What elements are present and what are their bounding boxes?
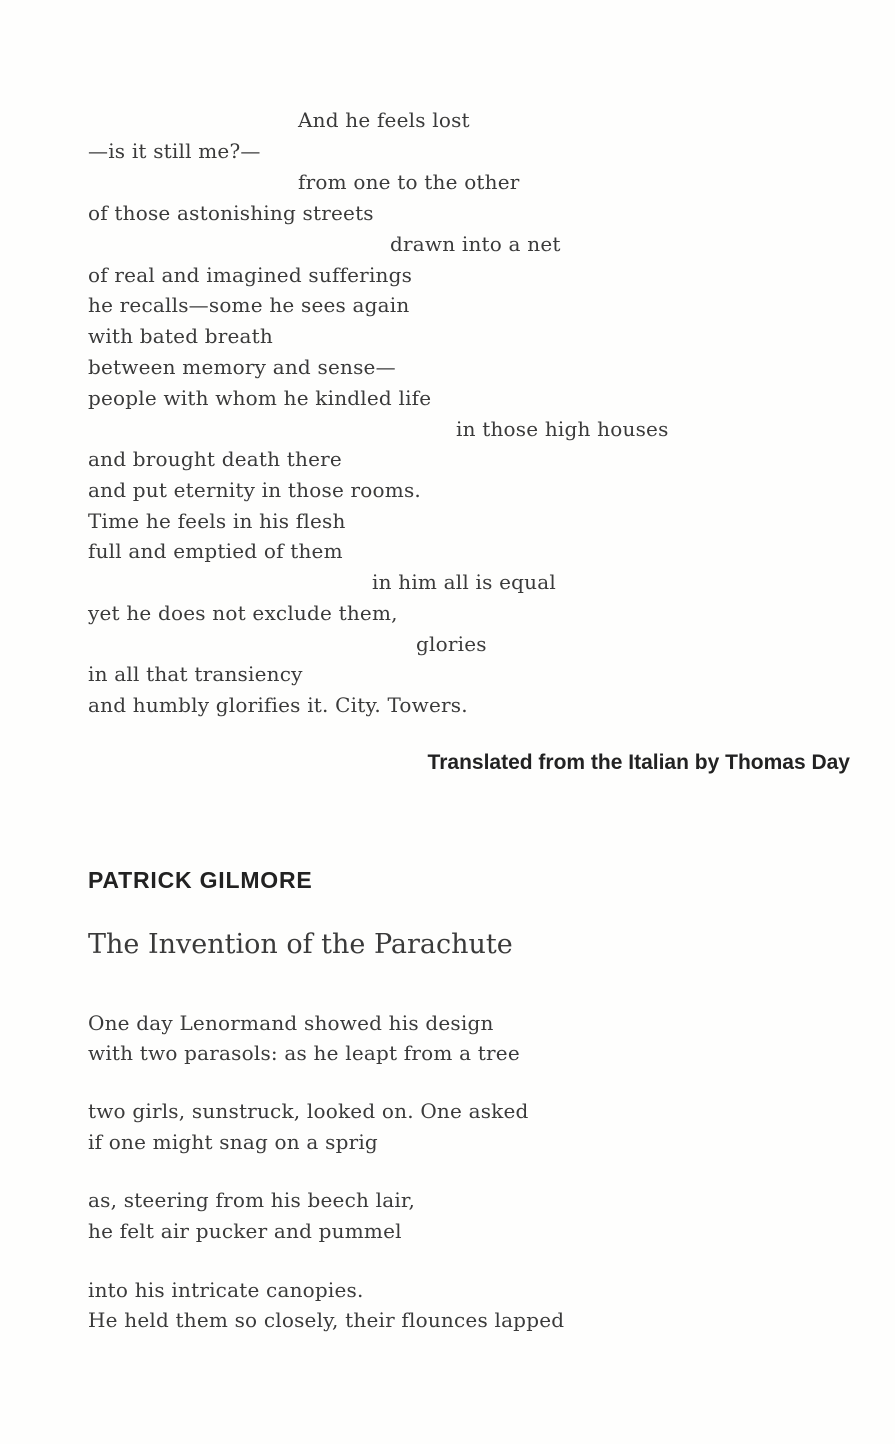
poem-line: full and emptied of them	[88, 539, 343, 563]
poem-line: in him all is equal	[372, 570, 556, 594]
author-name: PATRICK GILMORE	[88, 867, 313, 893]
poem-line: And he feels lost	[298, 108, 470, 132]
poem-line: if one might snag on a sprig	[88, 1130, 378, 1154]
poem-line: between memory and sense—	[88, 355, 396, 379]
poem-line: of those astonishing streets	[88, 201, 374, 225]
poem-line: and brought death there	[88, 447, 342, 471]
poem-line: He held them so closely, their flounces lapped	[88, 1308, 565, 1332]
poem-line: of real and imagined sufferings	[88, 263, 413, 287]
poem-line: in all that transiency	[88, 662, 303, 686]
poem-line: with two parasols: as he leapt from a tree	[88, 1041, 520, 1065]
poem-line: into his intricate canopies.	[88, 1278, 364, 1302]
poem-line: glories	[416, 632, 487, 656]
poem-line: yet he does not exclude them,	[88, 601, 398, 625]
poem-line: as, steering from his beech lair,	[88, 1188, 416, 1212]
poem-line: with bated breath	[88, 324, 273, 348]
poem-line: Time he feels in his flesh	[88, 509, 346, 533]
poem-line: people with whom he kindled life	[88, 386, 432, 410]
poem-line: One day Lenormand showed his design	[88, 1011, 494, 1035]
poem-line: and put eternity in those rooms.	[88, 478, 421, 502]
poem-title: The Invention of the Parachute	[88, 929, 513, 960]
poem-line: he felt air pucker and pummel	[88, 1219, 402, 1243]
poem-line: in those high houses	[456, 417, 669, 441]
poem-line: from one to the other	[298, 170, 520, 194]
poem-line: and humbly glorifies it. City. Towers.	[88, 693, 468, 717]
translator-credit: Translated from the Italian by Thomas Day	[427, 751, 850, 774]
poem-line: drawn into a net	[390, 232, 561, 256]
poem-line: he recalls—some he sees again	[88, 293, 410, 317]
poem-line: —is it still me?—	[88, 139, 261, 163]
poem-line: two girls, sunstruck, looked on. One asked	[88, 1099, 529, 1123]
